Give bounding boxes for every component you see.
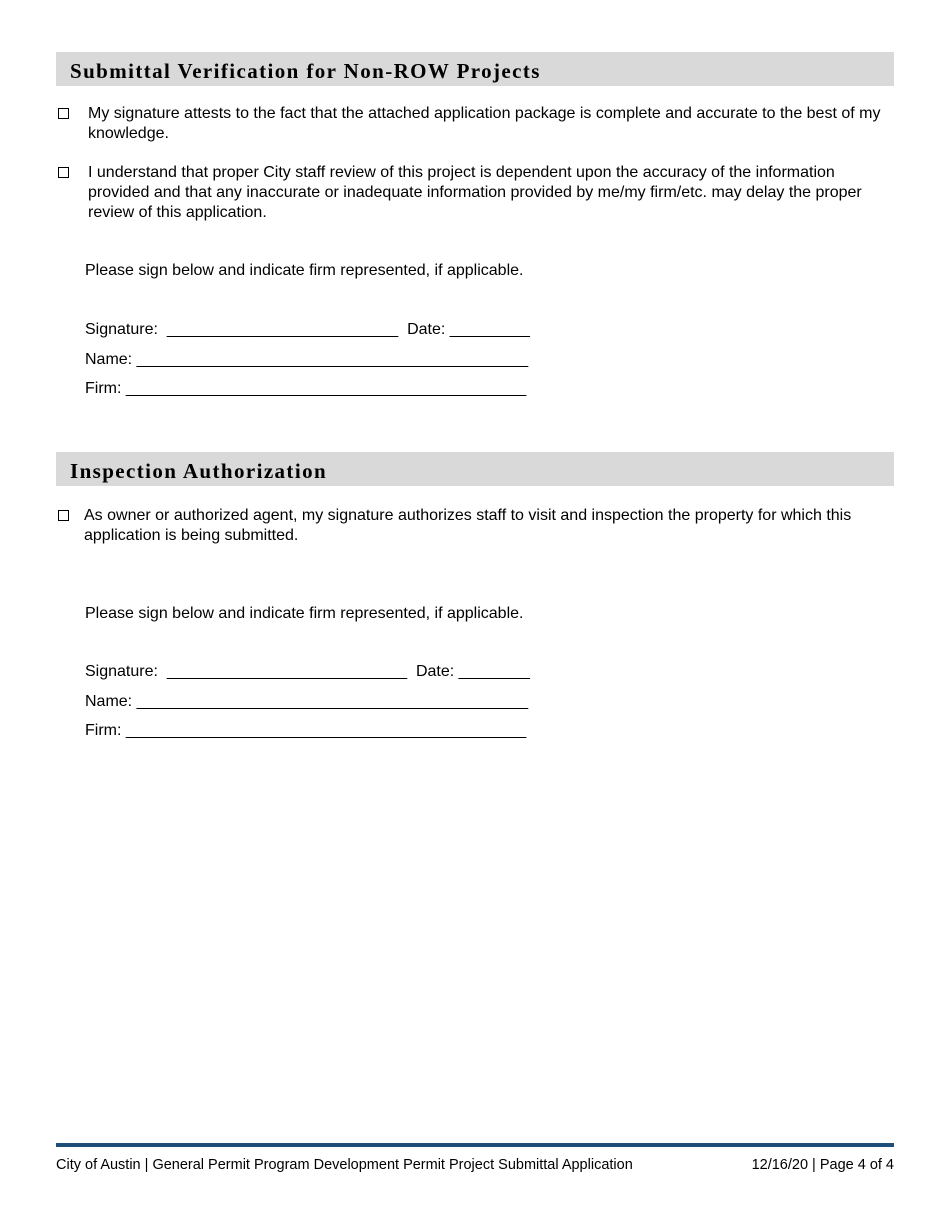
inspection-text: As owner or authorized agent, my signature authorizes staff to visit and inspection the property for which this application is being submitted.: [84, 507, 852, 544]
sign-instruction: Please sign below and indicate firm represented, if applicable.: [85, 605, 524, 622]
signature-date-field[interactable]: Signature: __________________________ Date: _________: [85, 321, 530, 338]
attestation-checkbox[interactable]: [58, 108, 69, 119]
footer-divider: [56, 1143, 894, 1147]
accuracy-checkbox[interactable]: [58, 167, 69, 178]
footer-document-title: City of Austin | General Permit Program Development Permit Project Submittal Application: [56, 1157, 633, 1173]
inspection-checkbox[interactable]: [58, 510, 69, 521]
name-field[interactable]: Name: ____________________________________________: [85, 693, 529, 710]
footer-page-info: 12/16/20 | Page 4 of 4: [751, 1157, 894, 1173]
attestation-text: My signature attests to the fact that the attached application package is complete and accurate to the best of my knowledge.: [88, 105, 881, 142]
sign-instruction: Please sign below and indicate firm represented, if applicable.: [85, 262, 524, 279]
signature-date-field[interactable]: Signature: ___________________________ Date: ________: [85, 663, 530, 680]
section-title: Inspection Authorization: [70, 459, 328, 483]
accuracy-check-item: [56, 163, 894, 223]
section-title: Submittal Verification for Non-ROW Projects: [70, 59, 541, 83]
firm-field[interactable]: Firm: _____________________________________________: [85, 380, 527, 397]
attestation-check-item: [56, 104, 894, 144]
section-header-inspection-authorization: [56, 452, 894, 486]
name-field[interactable]: Name: ____________________________________________: [85, 351, 529, 368]
inspection-check-item: [56, 506, 894, 546]
firm-field[interactable]: Firm: _____________________________________________: [85, 722, 527, 739]
section-header-submittal-verification: [56, 52, 894, 86]
accuracy-text: I understand that proper City staff review of this project is dependent upon the accuracy of the information provided and that any inaccurate or inadequate information provided by me/my firm/etc. may delay the proper review of this application.: [88, 164, 862, 221]
